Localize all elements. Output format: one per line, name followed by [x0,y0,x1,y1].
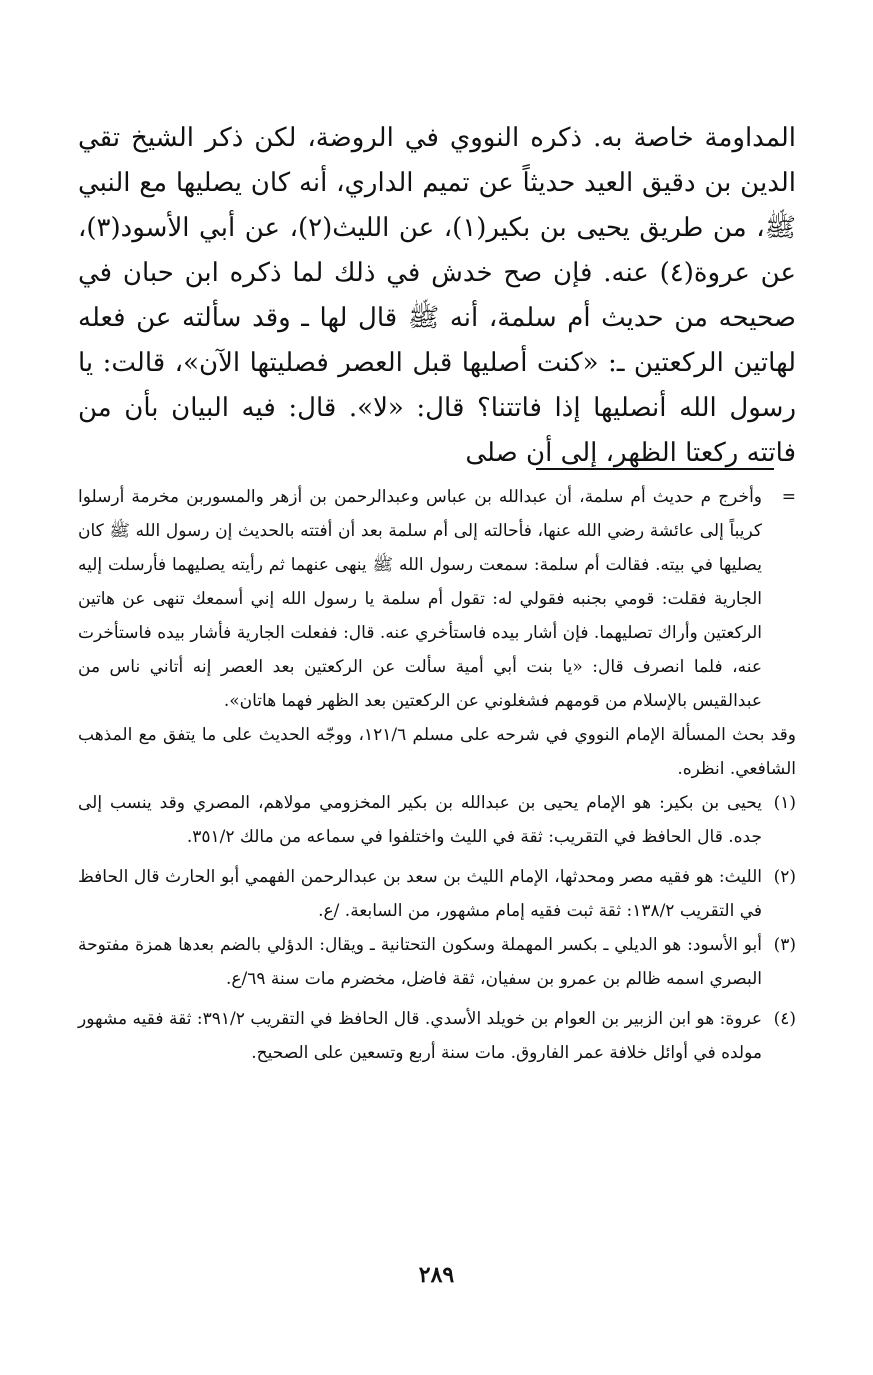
main-paragraph: المداومة خاصة به. ذكره النووي في الروضة، لكن ذكر الشيخ تقي الدين بن دقيق العيد حديثاً عن تميم الداري، أنه كان يصليها مع النبي ﷺ، من طريق يحيى بن بكير(١)، عن الليث(٢)، عن أبي الأسود(٣)، عن عروة(٤) عنه. فإن صح خدش في ذلك لما ذكره ابن حبان في صحيحه من حديث أم سلمة، أنه ﷺ قال لها ـ وقد سألته عن فعله لهاتين الركعتين ـ: «كنت أصليها قبل العصر فصليتها الآن»، قالت: يا رسول الله أنصليها إذا فاتتنا؟ قال: «لا». قال: فيه البيان بأن من فاتته ركعتا الظهر، إلى أن صلى [78,123,796,468]
footnote-marker: (١) [773,793,796,813]
footnote-3 [78,928,796,996]
footnote-text: يحيى بن بكير: هو الإمام يحيى بن عبدالله بن بكير المخزومي مولاهم، المصري وقد ينسب إلى جده. قال الحافظ في التقريب: ثقة في الليث واختلفوا في سماعه من مالك ٣٥١/٢. [78,793,762,847]
footnote-text: عروة: هو ابن الزبير بن العوام بن خويلد الأسدي. قال الحافظ في التقريب ٣٩١/٢: ثقة فقيه مشهور مولده في أوائل خلافة عمر الفاروق. مات سنة أربع وتسعين على الصحيح. [78,1009,762,1063]
footnote-continuation [78,480,796,718]
footnote-continuation-text: وأخرج م حديث أم سلمة، أن عبدالله بن عباس وعبدالرحمن بن أزهر والمسوربن مخرمة أرسلوا كريباً إلى عائشة رضي الله عنها، فأحالته إلى أم سلمة بعد أن أفتته بالحديث إن رسول الله ﷺ كان يصليها في بيته. فقالت أم سلمة: سمعت رسول الله ﷺ ينهى عنهما ثم رأيته يصليهما فأرسلت إليه الجارية فقلت: قومي بجنبه فقولي له: تقول أم سلمة يا رسول الله إني أسمعك تنهى عن هاتين الركعتين وأراك تصليهما. فإن أشار بيده فاستأخري عنه. قال: ففعلت الجارية فأشار بيده فاستأخرت عنه، فلما انصرف قال: «يا بنت أبي أمية سألت عن الركعتين بعد العصر إنه أتاني ناس من عبدالقيس بالإسلام من قومهم فشغلوني عن الركعتين بعد الظهر فهما هاتان». [78,487,762,711]
footnote-1 [78,786,796,854]
footnote-marker: (٢) [773,867,796,887]
footnote-4 [78,1002,796,1070]
footnote-2 [78,860,796,928]
footnote-marker: (٤) [773,1009,796,1029]
footnotes-block [78,480,796,1070]
continuation-mark: = [781,487,796,507]
page-number: ٢٨٩ [418,1262,455,1288]
footnote-text: الليث: هو فقيه مصر ومحدثها، الإمام الليث بن سعد بن عبدالرحمن الفهمي أبو الحارث قال الحافظ في التقريب ١٣٨/٢: ثقة ثبت فقيه إمام مشهور، من السابعة. /ع. [78,867,762,921]
footnote-remark: وقد بحث المسألة الإمام النووي في شرحه على مسلم ١٢١/٦، ووجّه الحديث على ما يتفق مع المذهب الشافعي. انظره. [78,725,796,779]
main-text-block [78,116,796,476]
footnote-separator [536,468,774,470]
footnote-text: أبو الأسود: هو الديلي ـ بكسر المهملة وسكون التحتانية ـ ويقال: الدؤلي بالضم بعدها همزة مفتوحة البصري اسمه ظالم بن عمرو بن سفيان، ثقة فاضل، مخضرم مات سنة ٦٩/ع. [78,935,762,989]
footnote-marker: (٣) [773,935,796,955]
